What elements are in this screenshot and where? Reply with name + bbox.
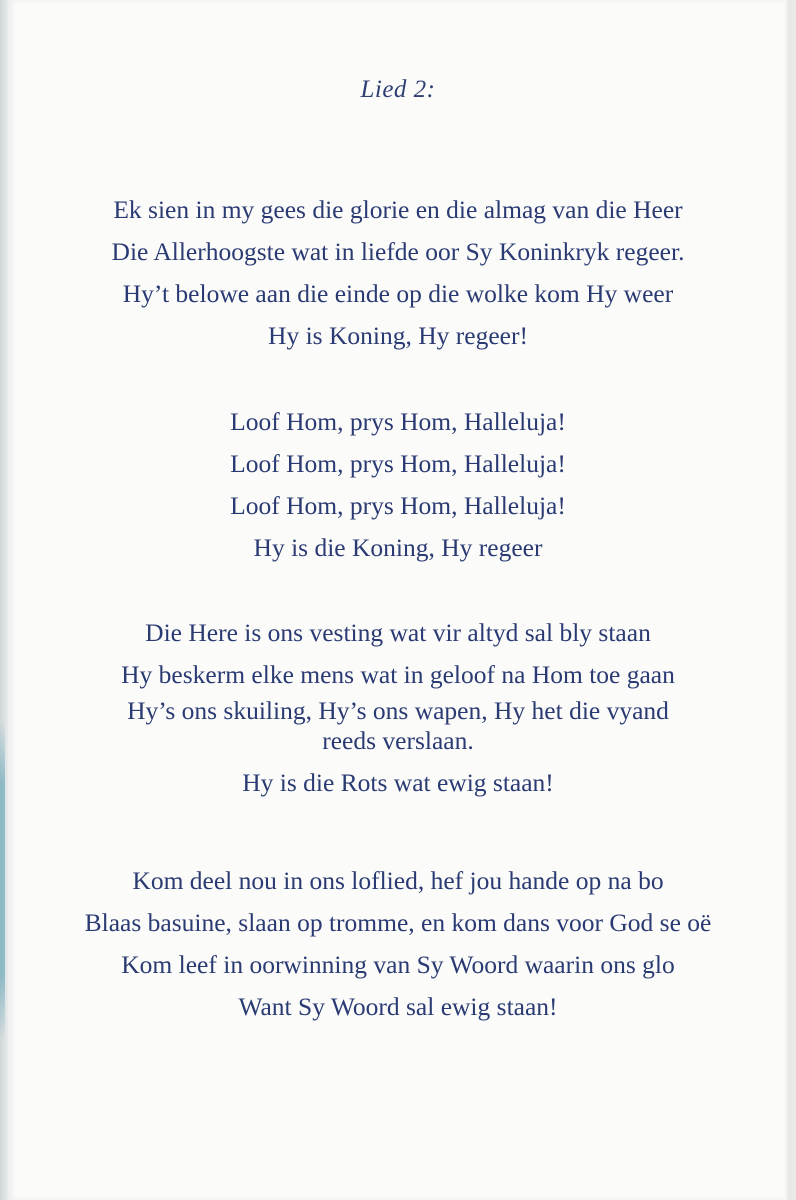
verse-line: Kom leef in oorwinning van Sy Woord waarin ons glo <box>121 950 675 979</box>
verse-1 <box>0 189 796 357</box>
verse-2 <box>0 612 796 804</box>
verse-line: Die Here is ons vesting wat vir altyd sal bly staan <box>145 618 651 647</box>
chorus-line: Loof Hom, prys Hom, Halleluja! <box>230 407 566 436</box>
chorus <box>0 401 796 569</box>
verse-line: Hy is Koning, Hy regeer! <box>268 321 528 350</box>
verse-line-continuation: reeds verslaan. <box>322 726 474 755</box>
verse-line: Want Sy Woord sal ewig staan! <box>238 992 558 1021</box>
verse-line: Ek sien in my gees die glorie en die almag van die Heer <box>113 195 683 224</box>
chorus-line: Loof Hom, prys Hom, Halleluja! <box>230 491 566 520</box>
song-title: Lied 2: <box>360 76 436 103</box>
verse-line: Kom deel nou in ons loflied, hef jou hande op na bo <box>132 866 664 895</box>
verse-line: Hy’t belowe aan die einde op die wolke kom Hy weer <box>122 279 674 308</box>
verse-3 <box>0 860 796 1028</box>
verse-line: Die Allerhoogste wat in liefde oor Sy Koninkryk regeer. <box>111 237 685 266</box>
verse-line: Hy is die Rots wat ewig staan! <box>242 768 554 797</box>
chorus-line: Hy is die Koning, Hy regeer <box>253 533 543 562</box>
chorus-line: Loof Hom, prys Hom, Halleluja! <box>230 449 566 478</box>
verse-line: Hy’s ons skuiling, Hy’s ons wapen, Hy het die vyand <box>127 696 669 725</box>
verse-line: Hy beskerm elke mens wat in geloof na Hom toe gaan <box>121 660 675 689</box>
verse-line: Blaas basuine, slaan op tromme, en kom dans voor God se oë <box>84 908 712 937</box>
